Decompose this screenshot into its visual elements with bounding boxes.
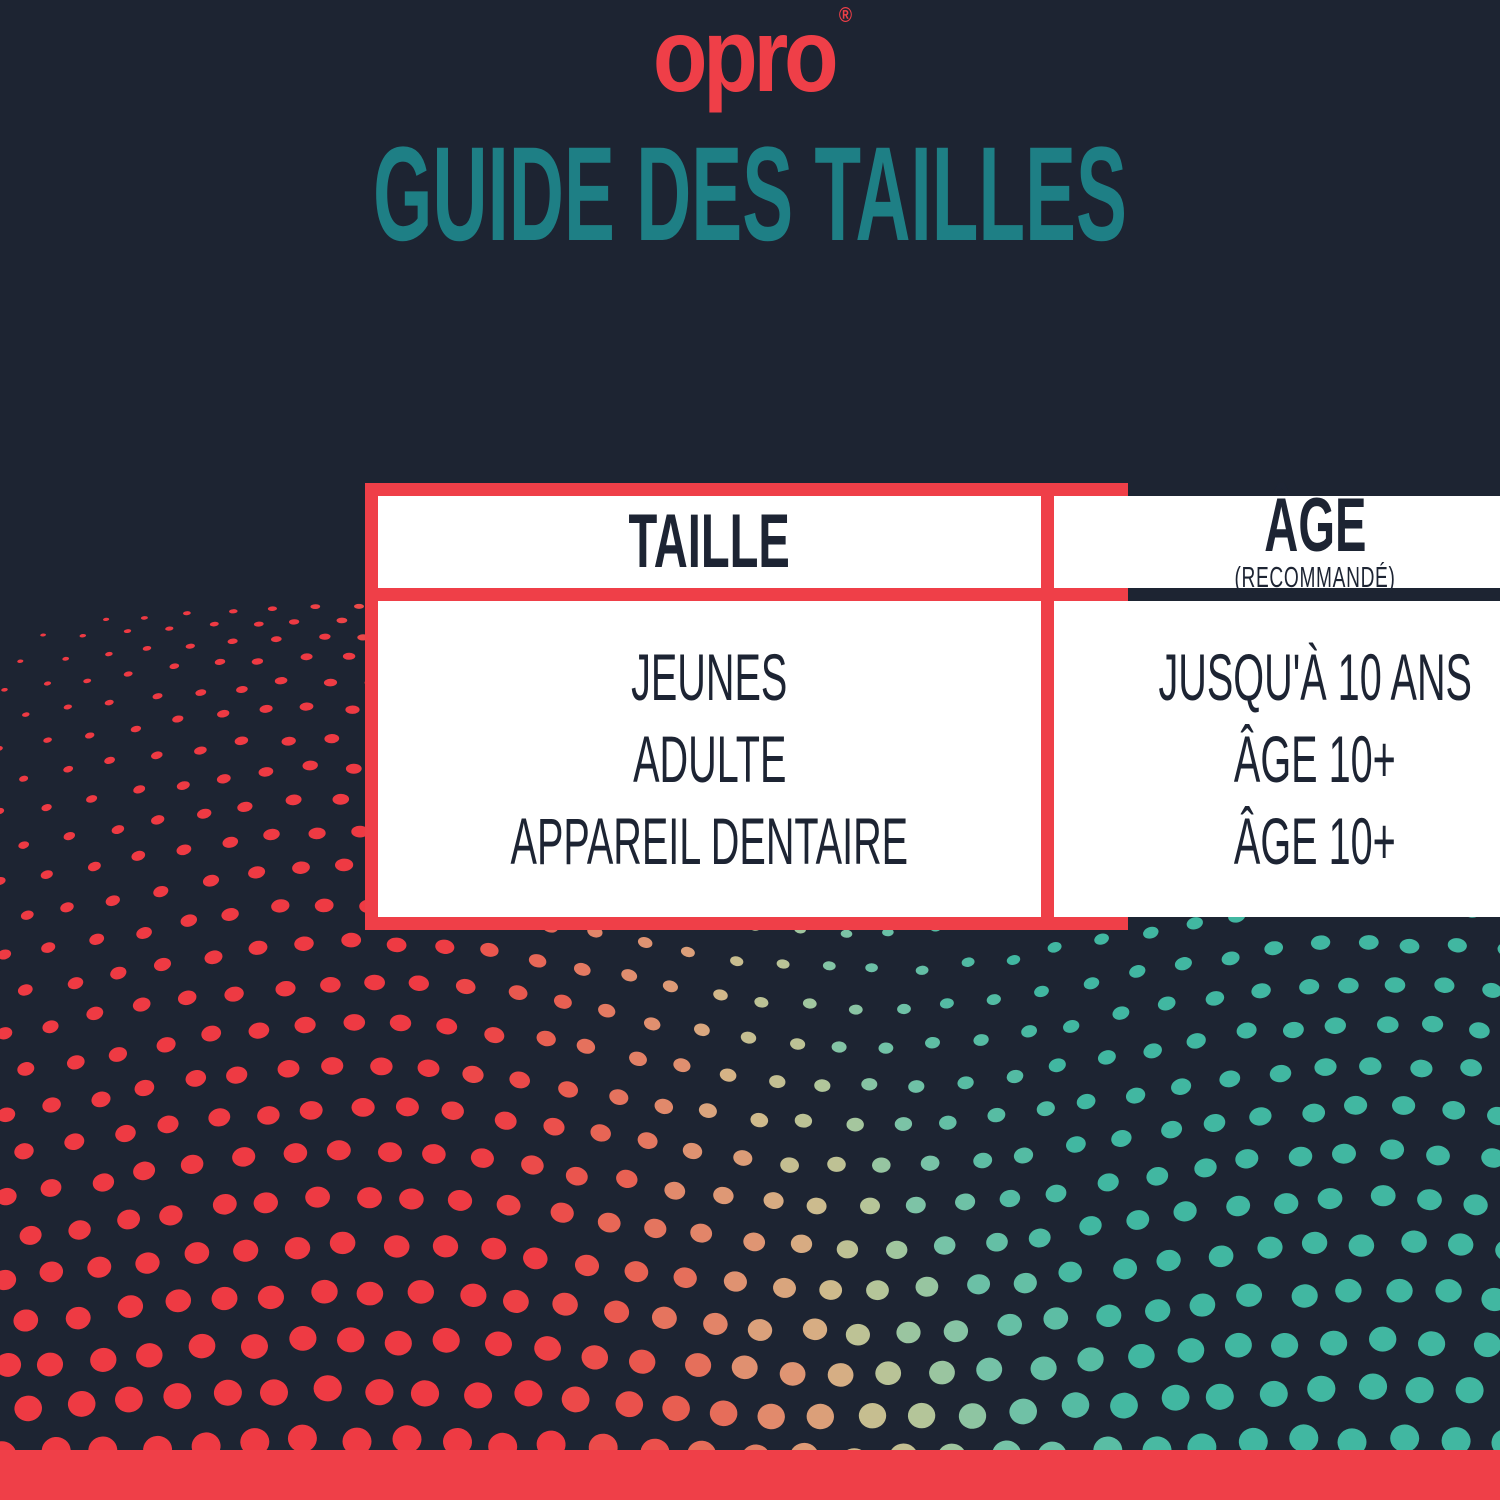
table-row-value: JUSQU'À 10 ANS [1158,640,1472,714]
age-column-values [1054,601,1500,917]
taille-column-values [378,601,1041,917]
table-row-value: JEUNES [631,640,788,714]
table-row-value: ADULTE [632,722,786,796]
age-header-sublabel: (RECOMMANDÉ) [1234,561,1396,594]
page-title: GUIDE DES TAILLES [373,120,1127,269]
size-guide-table [365,482,1472,930]
age-header-label: ÂGE [1263,482,1366,568]
column-header-age [1054,482,1500,594]
table-row-value: APPAREIL DENTAIRE [510,804,909,878]
table-row-value: ÂGE 10+ [1233,804,1396,878]
table-row-value: ÂGE 10+ [1233,722,1396,796]
bottom-accent-bar [0,1450,1500,1500]
opro-logo [0,0,1500,114]
taille-header-label: TAILLE [628,499,791,585]
column-header-taille [378,496,1041,588]
opro-logo-text: opro ® [652,0,852,114]
registered-trademark-symbol: ® [838,4,852,28]
